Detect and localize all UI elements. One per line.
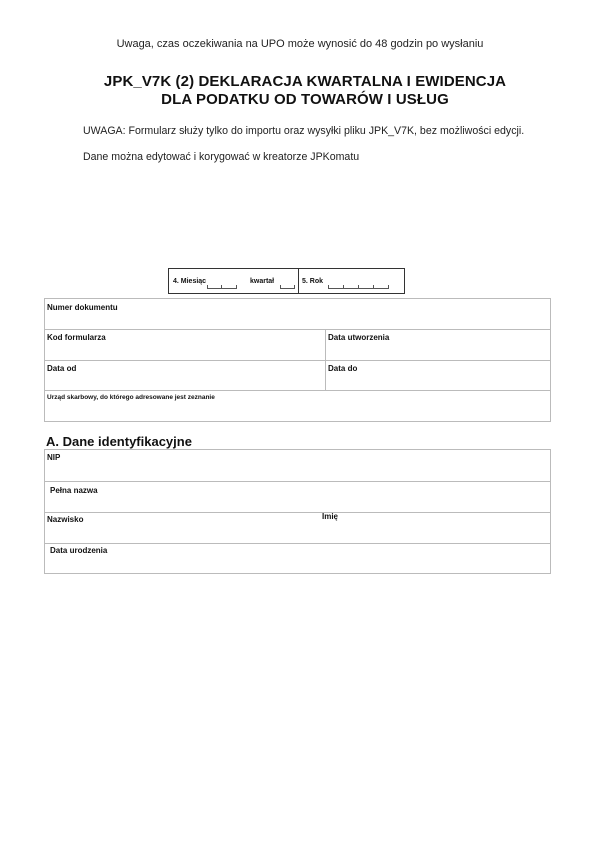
month-field[interactable]	[207, 278, 237, 289]
section-a-title: A. Dane identyfikacyjne	[46, 434, 192, 449]
nip-label: NIP	[47, 453, 61, 462]
form-title	[0, 73, 600, 109]
first-name-field[interactable]	[320, 513, 550, 543]
quarter-label: kwartał	[250, 278, 275, 285]
full-name-label: Pełna nazwa	[50, 486, 98, 495]
document-number-label: Numer dokumentu	[47, 303, 118, 312]
full-name-field[interactable]	[45, 482, 550, 512]
year-label: 5. Rok	[302, 278, 324, 285]
quarter-field[interactable]	[280, 278, 295, 289]
import-only-warning: UWAGA: Formularz służy tylko do importu oraz wysyłki pliku JPK_V7K, bez możliwości edycji.	[83, 125, 525, 137]
date-to-field[interactable]	[326, 361, 550, 390]
form-title-line1: JPK_V7K (2) DEKLARACJA KWARTALNA I EWIDENCJA	[103, 73, 507, 90]
surname-label: Nazwisko	[47, 515, 84, 524]
surname-field[interactable]	[45, 513, 320, 543]
date-from-field[interactable]	[45, 361, 325, 390]
month-label: 4. Miesiąc	[173, 278, 207, 285]
date-to-label: Data do	[328, 364, 358, 373]
period-box	[168, 268, 405, 294]
period-divider	[298, 269, 299, 293]
form-title-line2: DLA PODATKU OD TOWARÓW I USŁUG	[161, 91, 449, 108]
date-from-label: Data od	[47, 364, 77, 373]
document-data-box	[44, 298, 551, 422]
identification-box	[44, 449, 551, 574]
editor-info: Dane można edytować i korygować w kreatorze JPKomatu	[83, 151, 360, 163]
birth-date-label: Data urodzenia	[50, 546, 108, 555]
birth-date-field[interactable]	[45, 544, 550, 573]
form-code-field[interactable]	[45, 330, 325, 360]
first-name-label: Imię	[322, 512, 339, 521]
nip-field[interactable]	[45, 450, 550, 481]
tax-office-field[interactable]	[45, 391, 550, 421]
year-field[interactable]	[328, 278, 389, 289]
tax-office-label: Urząd skarbowy, do którego adresowane jest zeznanie	[47, 394, 215, 401]
document-number-field[interactable]	[45, 299, 550, 329]
form-code-label: Kod formularza	[47, 333, 106, 342]
upo-wait-notice: Uwaga, czas oczekiwania na UPO może wynosić do 48 godzin po wysłaniu	[116, 38, 484, 50]
created-date-label: Data utworzenia	[328, 333, 390, 342]
created-date-field[interactable]	[326, 330, 550, 360]
